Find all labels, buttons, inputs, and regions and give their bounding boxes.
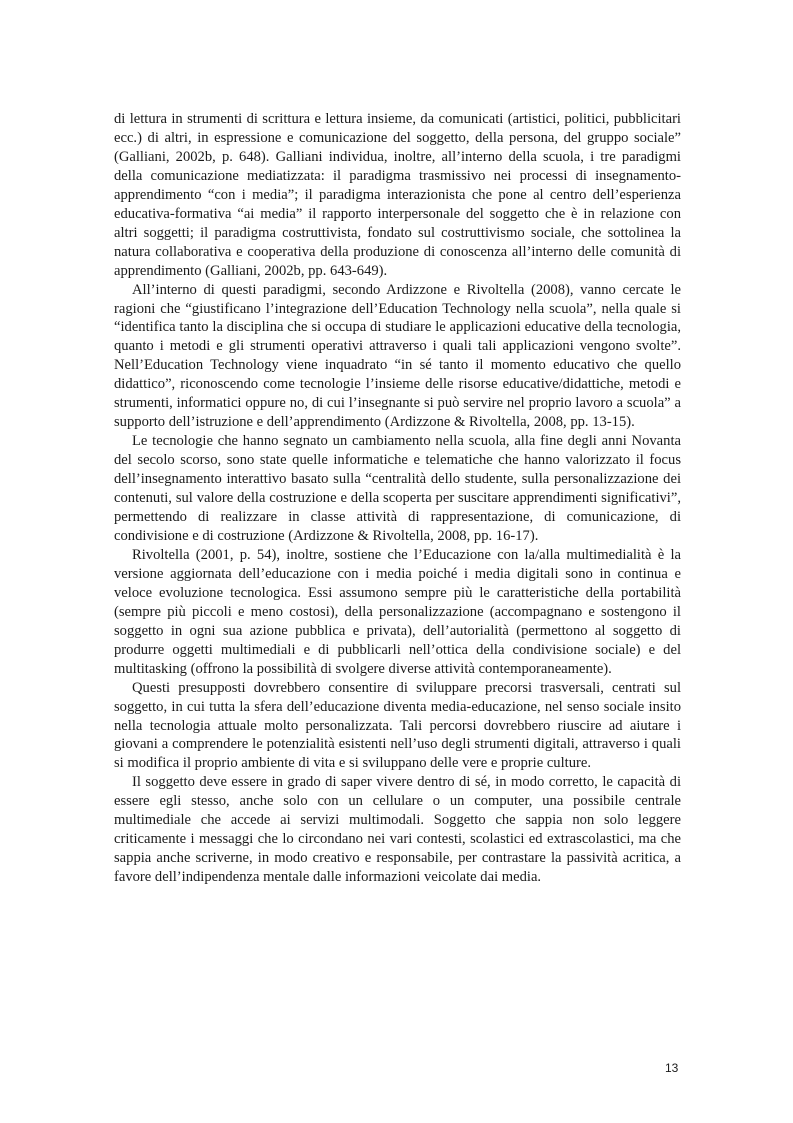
paragraph-4: Rivoltella (2001, p. 54), inoltre, sostiene che l’Educazione con la/alla multimedialità è la versione aggiornata dell’educazione con i media poiché i media digitali sono in continua e veloce evoluzione tecnologica. Essi assumono sempre più le caratteristiche della portabilità (sempre più piccoli e meno costosi), della personalizzazione (accompagnano e sostengono il soggetto in ogni sua azione pubblica e privata), dell’autorialità (permettono al soggetto di produrre oggetti multimediali e di pubblicarli nell’ottica della condivisione sociale) e del multitasking (offrono la possibilità di svolgere diverse attività contemporaneamente). bbox=[114, 546, 681, 677]
paragraph-2: All’interno di questi paradigmi, secondo Ardizzone e Rivoltella (2008), vanno cercate le ragioni che “giustificano l’integrazione dell’Education Technology nella scuola”, nella quale si “identifica tanto la disciplina che si occupa di studiare le applicazioni educative della tecnologia, quanto i metodi e gli strumenti operativi attraverso i quali tali applicazioni vengono svolte”. Nell’Education Technology viene inquadrato “in sé tanto il momento educativo che quello didattico”, riconoscendo come tecnologie l’insieme delle risorse educative/didattiche, metodi e strumenti, informatici oppure no, di cui l’insegnante si può servire nel proprio lavoro a scuola” a supporto dell’istruzione e dell’apprendimento (Ardizzone & Rivoltella, 2008, pp. 13-15). bbox=[114, 281, 681, 431]
paragraph-6: Il soggetto deve essere in grado di saper vivere dentro di sé, in modo corretto, le capacità di essere egli stesso, anche solo con un cellulare o un computer, una possibile centrale multimediale che accede ai servizi multimodali. Soggetto che sappia non solo leggere criticamente i messaggi che lo circondano nei vari contesti, scolastici ed extrascolastici, ma che sappia anche scriverne, in modo creativo e responsabile, per contrastare la passività acritica, a favore dell’indipendenza mentale dalle informazioni veicolate dai media. bbox=[114, 774, 681, 886]
page-number: 13 bbox=[665, 1061, 679, 1075]
paragraph-3: Le tecnologie che hanno segnato un cambiamento nella scuola, alla fine degli anni Novanta del secolo scorso, sono state quelle informatiche e telematiche che hanno valorizzato il focus dell’insegnamento interattivo basato sulla “centralità dello studente, sulla personalizzazione dei contenuti, sul valore della costruzione e della scoperta per suscitare apprendimenti significativi”, permettendo di realizzare in classe attività di rappresentazione, di comunicazione, di condivisione e di costruzione (Ardizzone & Rivoltella, 2008, pp. 16-17). bbox=[114, 433, 681, 544]
page-body bbox=[114, 110, 681, 887]
paragraph-5: Questi presupposti dovrebbero consentire di sviluppare precorsi trasversali, centrati sul soggetto, in cui tutta la sfera dell’educazione diventa media-educazione, nel senso sociale insito nella tecnologia attuale molto personalizzata. Tali percorsi dovrebbero riuscire ad aiutare i giovani a comprendere le potenzialità esistenti nell’uso degli strumenti digitali, attraverso i quali si modifica il proprio ambiente di vita e si sviluppano delle vere e proprie culture. bbox=[114, 679, 681, 772]
paragraph-1-continuation: di lettura in strumenti di scrittura e lettura insieme, da comunicati (artistici, politici, pubblicitari ecc.) di altri, in espressione e comunicazione del soggetto, della persona, del gruppo sociale” (Galliani, 2002b, p. 648). Galliani individua, inoltre, all’interno della scuola, i tre paradigmi della comunicazione mediatizzata: il paradigma trasmissivo nei processi di insegnamento-apprendimento “con i media”; il paradigma interazionista che pone al centro dell’esperienza educativa-formativa “ai media” il rapporto interpersonale del soggetto che è in relazione con altri soggetti; il paradigma costruttivista, fondato sul costruttivismo sociale, che sottolinea la natura collaborativa e cooperativa della produzione di conoscenza all’interno delle comunità di apprendimento (Galliani, 2002b, pp. 643-649). bbox=[114, 111, 681, 279]
